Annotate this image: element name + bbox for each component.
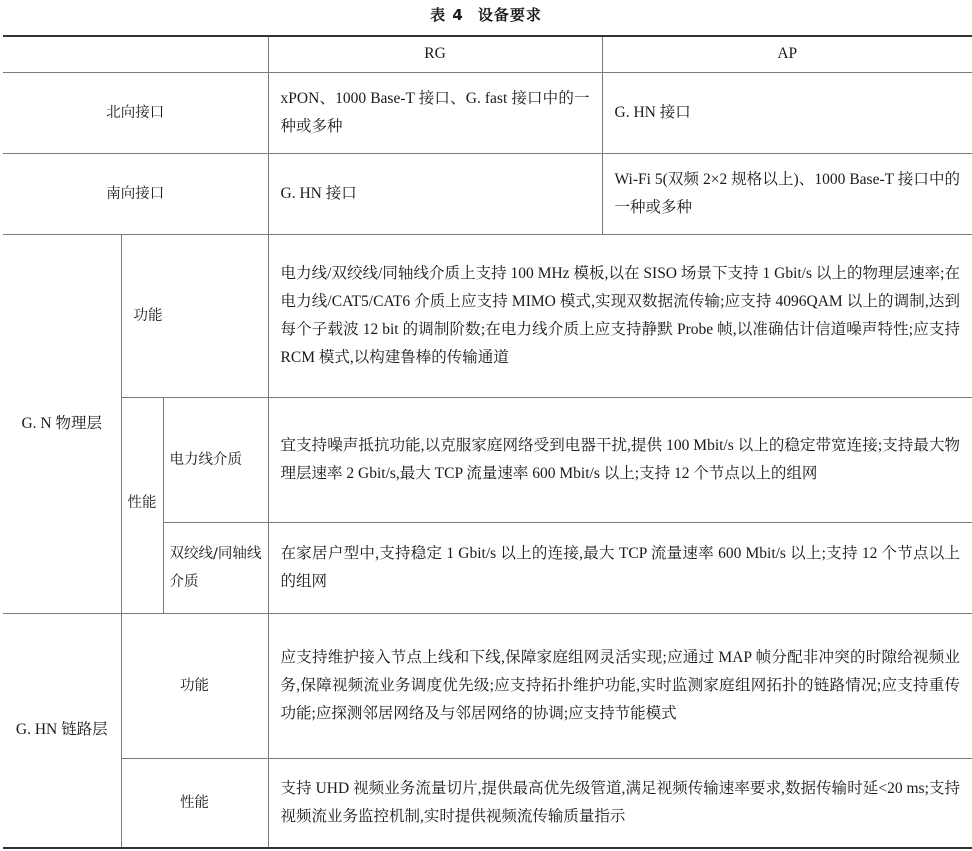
header-ap: AP: [602, 36, 972, 72]
phy-function-label: 功能: [121, 234, 268, 397]
table-row-north: [3, 72, 972, 153]
row-label-south-interface: 南向接口: [3, 153, 268, 234]
row-label-north-interface: 北向接口: [3, 72, 268, 153]
row-label-phy-layer: G. N 物理层: [3, 234, 121, 613]
link-function-label: 功能: [121, 613, 268, 758]
south-ap-cell: Wi-Fi 5(双频 2×2 规格以上)、1000 Base-T 接口中的一种或多种: [602, 153, 972, 234]
equipment-requirements-table: [3, 35, 972, 849]
north-ap-cell: G. HN 接口: [602, 72, 972, 153]
twisted-coax-medium-label: 双绞线/同轴线介质: [163, 522, 268, 613]
table-row-phy-power-line: [3, 397, 972, 522]
south-rg-cell: G. HN 接口: [268, 153, 602, 234]
north-rg-cell: xPON、1000 Base-T 接口、G. fast 接口中的一种或多种: [268, 72, 602, 153]
table-title: 设备要求: [477, 6, 542, 24]
table-row-phy-function: [3, 234, 972, 397]
link-function-content: 应支持维护接入节点上线和下线,保障家庭组网灵活实现;应通过 MAP 帧分配非冲突的时隙给视频业务,保障视频流业务调度优先级;应支持拓扑维护功能,实时监测家庭组网拓扑的链路情况;应支持重传功能;应探测邻居网络及与邻居网络的协调;应支持节能模式: [268, 613, 972, 758]
link-performance-label: 性能: [121, 758, 268, 848]
table-row-link-function: [3, 613, 972, 758]
twisted-coax-medium-content: 在家居户型中,支持稳定 1 Gbit/s 以上的连接,最大 TCP 流量速率 600 Mbit/s 以上;支持 12 个节点以上的组网: [268, 522, 972, 613]
power-line-medium-label: 电力线介质: [163, 397, 268, 522]
header-row: [3, 36, 972, 72]
table-row-link-performance: [3, 758, 972, 848]
header-empty-cell: [3, 36, 268, 72]
table-row-south: [3, 153, 972, 234]
phy-function-content: 电力线/双绞线/同轴线介质上支持 100 MHz 模板,以在 SISO 场景下支持 1 Gbit/s 以上的物理层速率;在电力线/CAT5/CAT6 介质上应支持 MIMO 模式,实现双数据流传输;应支持 4096QAM 以上的调制,达到每个子载波 12 bit 的调制阶数;在电力线介质上应支持静默 Probe 帧,以准确估计信道噪声特性;应支持 RCM 模式,以构建鲁棒的传输通道: [268, 234, 972, 397]
link-performance-content: 支持 UHD 视频业务流量切片,提供最高优先级管道,满足视频传输速率要求,数据传输时延<20 ms;支持视频流业务监控机制,实时提供视频流传输质量指示: [268, 758, 972, 848]
header-rg: RG: [268, 36, 602, 72]
table-caption: [0, 4, 972, 28]
phy-performance-label: 性能: [121, 397, 163, 613]
table-number: 表 4: [430, 6, 464, 24]
row-label-link-layer: G. HN 链路层: [3, 613, 121, 848]
power-line-medium-content: 宜支持噪声抵抗功能,以克服家庭网络受到电器干扰,提供 100 Mbit/s 以上的稳定带宽连接;支持最大物理层速率 2 Gbit/s,最大 TCP 流量速率 600 Mbit/s 以上;支持 12 个节点以上的组网: [268, 397, 972, 522]
